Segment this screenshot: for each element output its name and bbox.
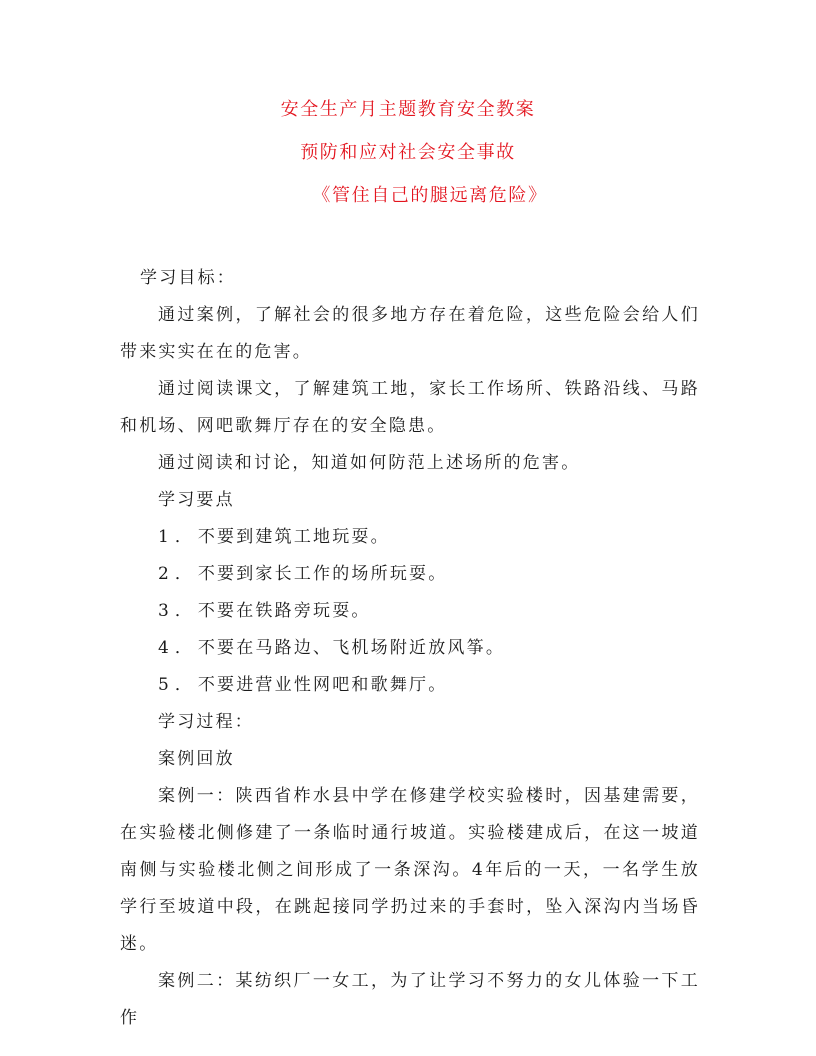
- objective-paragraph: 通过阅读和讨论，知道如何防范上述场所的危害。: [158, 453, 581, 473]
- key-point-text: 不要在马路边、飞机场附近放风筝。: [197, 638, 506, 658]
- key-point-item: [120, 519, 700, 556]
- title-main: 安全生产月主题教育安全教案: [280, 99, 536, 120]
- objective-paragraph: 通过案例，了解社会的很多地方存在着危险，这些危险会给人们带来实实在在的危害。: [120, 305, 700, 362]
- key-point-item: [120, 593, 700, 630]
- key-point-item: [120, 630, 700, 667]
- key-point-text: 不要进营业性网吧和歌舞厅。: [197, 675, 448, 695]
- key-point-item: [120, 667, 700, 704]
- objectives-heading: 学习目标：: [140, 268, 236, 288]
- key-point-number: 5．: [158, 675, 198, 695]
- objective-paragraph: 通过阅读课文，了解建筑工地，家长工作场所、铁路沿线、马路和机场、网吧歌舞厅存在的安全隐患。: [120, 379, 700, 436]
- process-heading: 学习过程：: [158, 712, 254, 732]
- title-lesson-name: 《管住自己的腿远离危险》: [312, 185, 548, 206]
- key-point-number: 3．: [158, 601, 198, 621]
- key-point-number: 2．: [158, 564, 198, 584]
- title-subtitle: 预防和应对社会安全事故: [300, 142, 516, 163]
- key-point-text: 不要在铁路旁玩耍。: [197, 601, 371, 621]
- key-point-number: 1．: [158, 527, 198, 547]
- case-paragraph: 案例二：某纺织厂一女工，为了让学习不努力的女儿体验一下工作: [120, 971, 700, 1028]
- case-review-heading: 案例回放: [158, 749, 235, 769]
- document-body: [120, 260, 700, 1037]
- case-paragraph: 案例一：陕西省柞水县中学在修建学校实验楼时，因基建需要，在实验楼北侧修建了一条临时通行坡道。实验楼建成后，在这一坡道南侧与实验楼北侧之间形成了一条深沟。4年后的一天，一名学生放学行至坡道中段，在跳起接同学扔过来的手套时，坠入深沟内当场昏迷。: [120, 786, 700, 954]
- document-title: [0, 96, 816, 225]
- key-points-heading: 学习要点: [158, 490, 235, 510]
- key-point-number: 4．: [158, 638, 198, 658]
- key-point-item: [120, 556, 700, 593]
- key-point-text: 不要到建筑工地玩耍。: [197, 527, 390, 547]
- key-point-text: 不要到家长工作的场所玩耍。: [197, 564, 448, 584]
